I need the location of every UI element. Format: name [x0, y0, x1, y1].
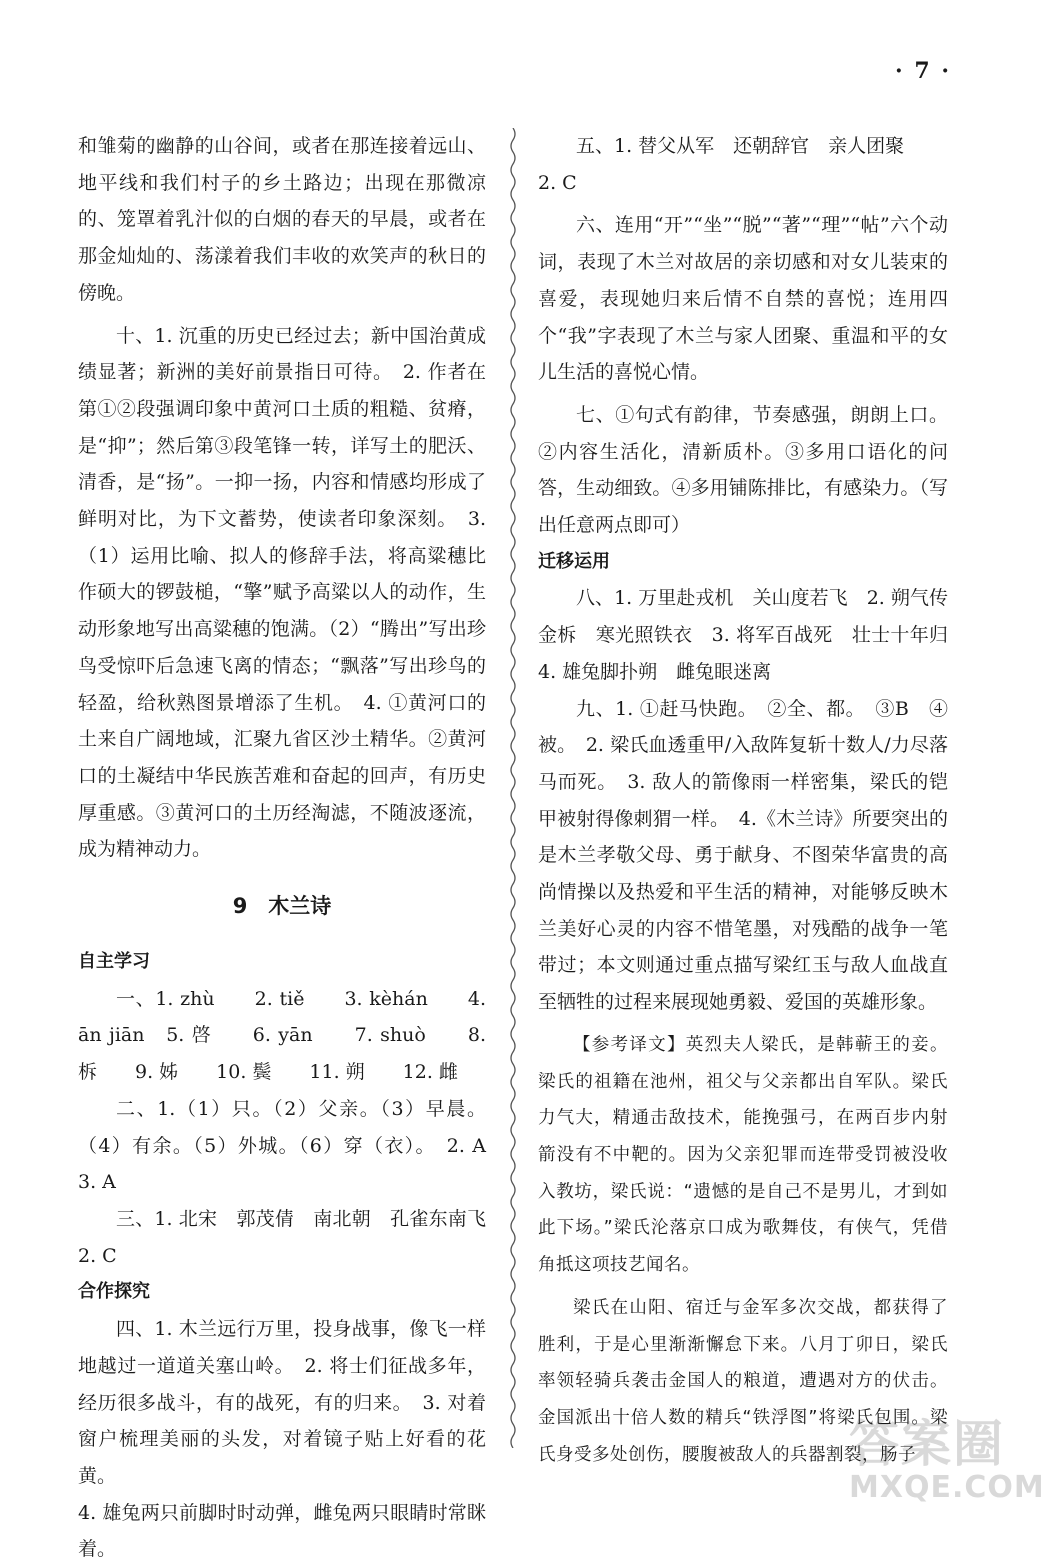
answer-section-5: 五、1. 替父从军 还朝辞官 亲人团聚	[576, 135, 905, 157]
chapter-title: 9 木兰诗	[232, 894, 332, 919]
watermark-url: MXQE.COM	[849, 1470, 1045, 1505]
left-column	[78, 128, 506, 1568]
answer-section-4: 四、1. 木兰远行万里，投身战事，像飞一样地越过一道道关塞山岭。 2. 将士们征战多年，经历很多战斗，有的战死，有的归来。 3. 对着窗户梳理美丽的头发，对着镜子贴上好看的花黄。	[78, 1318, 486, 1487]
column-divider	[508, 128, 518, 1448]
reference-translation-paragraph-2: 梁氏在山阳、宿迁与金军多次交战，都获得了胜利，于是心里渐渐懈怠下来。八月丁卯日，梁氏率领轻骑兵袭击金国人的粮道，遭遇对方的伏击。金国派出十倍人数的精兵“铁浮图”将梁氏包围。梁氏身受多处创伤，腰腹被敌人的兵器割裂，肠子	[538, 1297, 948, 1465]
heading-cooperative-inquiry: 合作探究	[78, 1281, 150, 1303]
heading-self-study: 自主学习	[78, 951, 150, 973]
answer-section-9: 九、1. ①赶马快跑。 ②全、都。 ③B ④被。 2. 梁氏血透重甲/入敌阵复斩十数人/力尽落马而死。 3. 敌人的箭像雨一样密集，梁氏的铠甲被射得像刺猬一样。 4.《木兰诗》所要突出的是木兰孝敬父母、勇于献身、不图荣华富贵的高尚情操以及热爱和平生活的精神，对能够反映木兰美好心灵的内容不惜笔墨，对残酷的战争一笔带过；本文则通过重点描写梁红玉与敌人血战直至牺牲的过程来展现她勇毅、爱国的英雄形象。	[538, 697, 948, 1014]
answer-section-6: 六、连用“开”“坐”“脱”“著”“理”“帖”六个动词，表现了木兰对故居的亲切感和对女儿装束的喜爱，表现她归来后情不自禁的喜悦；连用四个“我”字表现了木兰与家人团聚、重温和平的女儿生活的喜悦心情。	[538, 214, 948, 384]
answer-section-7: 七、①句式有韵律，节奏感强，朗朗上口。②内容生活化，清新质朴。③多用口语化的问答，生动细致。④多用铺陈排比，有感染力。（写出任意两点即可）	[538, 403, 948, 537]
answer-section-10: 十、1. 沉重的历史已经过去；新中国治黄成绩显著；新洲的美好前景指日可待。 2. 作者在第①②段强调印象中黄河口土质的粗糙、贫瘠，是“抑”；然后第③段笔锋一转，详写土的肥沃、清香，是“扬”。一抑一扬，内容和情感均形成了鲜明对比，为下文蓄势，使读者印象深刻。 3.（1）运用比喻、拟人的修辞手法，将高粱穗比作硕大的锣鼓槌，“擎”赋予高粱以人的动作，生动形象地写出高粱穗的饱满。（2）“腾出”写出珍鸟受惊吓后急速飞离的情态；“飘落”写出珍鸟的轻盈，给秋熟图景增添了生机。 4. ①黄河口的土来自广阔地域，汇聚九省区沙土精华。②黄河口的土凝结中华民族苦难和奋起的回声，有历史厚重感。③黄河口的土历经淘滤，不随波逐流，成为精神动力。	[78, 324, 486, 861]
answer-section-1: 一、1. zhù 2. tiě 3. kèhán 4. ān jiān 5. 啓 6. yān 7. shuò 8. 柝 9. 姊 10. 鬓 11. 朔 12. 雌	[78, 987, 486, 1084]
answer-section-4-item-4: 4. 雄兔两只前脚时时动弹，雌兔两只眼睛时常眯着。	[78, 1501, 486, 1561]
right-column	[538, 128, 968, 1473]
answer-section-2: 二、1.（1）只。（2）父亲。（3）早晨。（4）有余。（5）外城。（6）穿（衣）。 2. A 3. A	[78, 1097, 506, 1194]
answer-section-8: 八、1. 万里赴戎机 关山度若飞 2. 朔气传金柝 寒光照铁衣 3. 将军百战死 壮士十年归 4. 雄兔脚扑朔 雌兔眼迷离	[538, 587, 968, 683]
heading-transfer-application: 迁移运用	[538, 550, 610, 572]
watermark-logo-text: 答案圈	[849, 1415, 1005, 1473]
page-number: · 7 ·	[895, 58, 951, 84]
answer-section-5-item-2: 2. C	[538, 171, 577, 194]
reference-translation-paragraph-1: 【参考译文】英烈夫人梁氏，是韩蕲王的妾。梁氏的祖籍在池州，祖父与父亲都出自军队。梁氏力气大，精通击敌技术，能挽强弓，在两百步内射箭没有不中靶的。因为父亲犯罪而连带受罚被没收入教坊，梁氏说：“遗憾的是自己不是男儿，才到如此下场。”梁氏沦落京口成为歌舞伎，有侠气，凭借角抵这项技艺闻名。	[538, 1034, 948, 1276]
watermark-logo	[849, 1404, 1045, 1514]
answer-section-3: 三、1. 北宋 郭茂倩 南北朝 孔雀东南飞 2. C	[78, 1207, 506, 1267]
left-paragraph-continued: 和雏菊的幽静的山谷间，或者在那连接着远山、地平线和我们村子的乡土路边；出现在那微凉的、笼罩着乳汁似的白烟的春天的早晨，或者在那金灿灿的、荡漾着我们丰收的欢笑声的秋日的傍晚。	[78, 135, 486, 304]
